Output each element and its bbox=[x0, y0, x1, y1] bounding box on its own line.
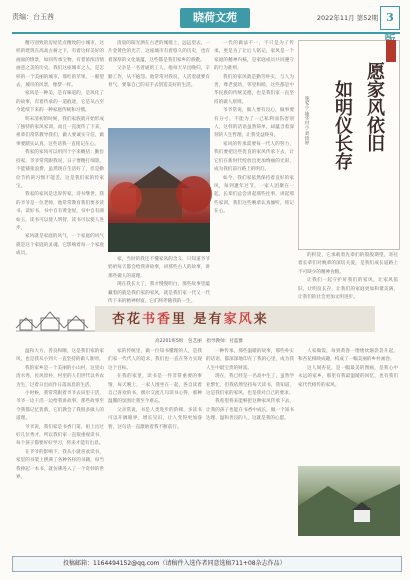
article2-col1 bbox=[16, 348, 104, 552]
red-seal-stamp bbox=[386, 40, 396, 62]
paragraph: 明末清初的时候，我们家族就开始形成了独特的家风家训，而且一直流传了下来，祖辈们常常教导我们，做人要诚实守信，做事要踏实认真，这些话我一直铭记在心。 bbox=[16, 116, 104, 147]
paragraph: 如今，我们家依然保持着良好的家风，每到逢年过节，一家人团聚在一起，长辈们总会讲起那些往事，讲起那些家训，我们这些晚辈认真倾听，铭记在心。 bbox=[214, 175, 294, 215]
article1-col2-lower bbox=[108, 256, 210, 305]
article2-col3 bbox=[206, 348, 294, 552]
paragraph: 爷爷常说，做人要有良心，做事要有分寸，不能为了一己私利而伤害别人，这样的话语虽然简单，却蕴含着深刻的人生哲理，让我受益终身。 bbox=[214, 108, 294, 139]
article1-author: 施家小 施华村小 刘倚婷 bbox=[304, 96, 309, 145]
paragraph: 清晨的阳光洒在古老的城墙上，远远望去，一片金黄色的光芒，这座城市有着悠久的历史，也有着深厚的文化底蕴，这些都是我们家乡的骄傲。 bbox=[108, 41, 210, 63]
article2-title bbox=[112, 308, 269, 327]
paragraph: 家的传统里，做一位知书懂理的人，是我们家一代代人的追求，我们也一直在努力实现这个目标。 bbox=[108, 349, 202, 371]
paragraph: 爷爷说，我们家是书香门第，祖上出过好几位秀才，所以我们家一直很重视读书，每个孩子都要好好学习，将来才能有出息。 bbox=[16, 424, 104, 447]
paragraph: 现在我长大了，我才慢慢明白，那些故事里蕴藏着的就是我们家的家风，就是我们家一代又一代传下来的精神财富，它们将伴随我的一生。 bbox=[108, 282, 210, 305]
paragraph: 现在，我已经是一名高中生了，虽然学业繁忙，但我依然坚持每天读书，我知道，这是我们家的家风，也是我对自己的要求。 bbox=[206, 374, 294, 397]
article2-col4 bbox=[298, 348, 398, 462]
paragraph: 我家的家风是忠厚传家，诗书继世。我的爷爷是一位老师，他常常教育我们要多读书，读好书，书中自有黄金屋，书中自有颜如玉，读书可以使人明智，读书可以使人进步。 bbox=[16, 192, 104, 231]
article1-col2 bbox=[108, 40, 210, 126]
article2-col2 bbox=[108, 348, 202, 552]
title-part: 里 是有 bbox=[172, 312, 224, 327]
paragraph: 家风是一种美，是有味道的，是风化了的故事，有着传承的一道痕迹，它是从古至今延续下来的一种家庭传统和习惯。 bbox=[16, 91, 104, 114]
paragraph: 我家的家风可以用四个字来概括：勤俭持家。爷爷常常跟我说，日子要精打细算，不能铺张浪费，虽然现在生活好了，但是勤俭节约的习惯不能丢，这是我们家的传家宝。 bbox=[16, 150, 104, 189]
paragraph: 在爷爷的影响下，我从小就喜欢读书，家里的书架上摆满了各种各样的书籍，每当我捧起一本书，就仿佛进入了一个奇妙的世界。 bbox=[16, 449, 104, 481]
paragraph: 我们的家风就是勤劳朴实，与人为善，尊老爱幼，邻里和睦，这些都是中华民族的传统美德，也是我们家一直坚持的做人原则。 bbox=[214, 74, 294, 105]
paragraph: 温和大方，善良和顺，这是我们家的家风，也是我从小到大一直坚持的做人准则。 bbox=[16, 349, 104, 363]
title-part: 来 bbox=[253, 312, 269, 327]
article2-byline: 高2201班5组 包艺丽 指导教师：付蓝雅 bbox=[155, 339, 244, 344]
paragraph: 家风就是家庭的风气，一个家庭的风气就是这个家庭的灵魂，它影响着每一个家庭成员。 bbox=[16, 234, 104, 257]
paragraph: 父亲是一名普通的工人，他每天早出晚归，辛勤工作，从不抱怨。他常常对我说，人活着就要有骨气，要靠自己的双手去创造美好的生活。 bbox=[108, 66, 210, 89]
paragraph: 一种传承，那些温暖的故事，那些朴实的话语，都深深地印在了我的心里，成为我人生中最宝贵的财富。 bbox=[206, 349, 294, 371]
title-part: 杏花 bbox=[112, 312, 143, 327]
paragraph: 一代的做法不一，不只是为了传承，更是为了让后人铭记，家风是一个家庭的精神内核，是家庭成员共同遵守的行为准则。 bbox=[214, 41, 294, 72]
title-highlight: 家风 bbox=[223, 312, 254, 327]
paragraph: 父亲常说，书是人类进步的阶梯，多读书可以开阔眼界，增长见识，让人变得更加睿智，这句话一直激励着我不断前行。 bbox=[108, 407, 202, 430]
village-landscape-photo bbox=[298, 466, 400, 536]
paragraph: 家，当时的我还不懂家风的含义，只知道爷爷奶奶每天都会给我讲故事，讲那些古人的故事，讲那些做人的道理。 bbox=[108, 257, 210, 279]
red-maple-ancient-building-photo bbox=[108, 128, 210, 252]
paragraph: 让我们一起守护好我们的家风，让家风依旧，让明仪长存，让我们的家庭更加和谐美满，让我们的社会更加文明进步。 bbox=[298, 278, 398, 301]
submission-email-text: 投稿邮箱：1164494152@qq.com（请稿件入选作者同意选稿711+08杂志作品） bbox=[63, 560, 286, 567]
issue-date: 2022年11月 第52期 bbox=[316, 14, 378, 22]
article1-col3 bbox=[214, 40, 294, 298]
paragraph: 我希望将来能够把这种家风传承下去，让我的孩子也能在书香中成长，做一个知书达理、温和善良的人，这就是我的心愿。 bbox=[206, 399, 294, 422]
paragraph: 我的家乡是一个美丽的小山村，这里山清水秀，民风淳朴，村里的人们世代以务农为生，过着日出而作日落而息的生活。 bbox=[16, 365, 104, 388]
photo-illustration bbox=[108, 128, 210, 252]
article1-col1 bbox=[16, 40, 104, 298]
paragraph: 精巧别致的房屋装点精致的小城市，这样的建筑在高高古树之下，有着这样美好的画面的情景，如同传承宝物，有着浓浓诗情画意之美的历史。我们这座城市之人，是怎样的一个美丽的城市，那红的苹果，一眼望去，城市的风景，像梦一样。 bbox=[16, 41, 104, 89]
paragraph: 的积淀，它承载着先辈们的殷殷期望，寄托着长辈们对晚辈的深切关爱，是我们成长道路上不可缺少的精神食粮。 bbox=[298, 253, 398, 275]
article1-title-line2: 如明仪长存 bbox=[332, 80, 353, 170]
paragraph: 家风的传承需要每一代人的努力，我们要把这些优良的家风传承下去，让它们在新时代绽放出更加绚丽的光彩，成为我们前行路上的明灯。 bbox=[214, 141, 294, 173]
photo-illustration bbox=[298, 466, 400, 536]
paragraph: 人家做饭，每到黄昏一缕缕炊烟袅袅升起，和杏花相映成趣，构成了一幅美丽的乡村画卷。 bbox=[298, 349, 398, 363]
paragraph: 小时候，我常常跟着爷爷去田里干活，爷爷一边干活一边给我讲故事，那些故事至今我都记忆犹新，它们教会了我很多做人的道理。 bbox=[16, 391, 104, 422]
header-rule bbox=[12, 32, 400, 34]
paragraph: 这人间杏花，是一幅最美的图画，是我心中永远的家乡，那里有我最温暖的回忆，也有我们家代代相传的家风。 bbox=[298, 365, 398, 388]
editor-credit: 责编：台玉茜 bbox=[12, 13, 54, 21]
title-highlight: 书香 bbox=[142, 312, 173, 327]
page-number: 3 bbox=[380, 6, 400, 30]
article1-col4 bbox=[298, 252, 398, 301]
paragraph: 在我的家里，读书是一件非常重要的事情，每天晚上，一家人围坐在一起，各自读着自己喜欢的书，偶尔交流几句读书心得，那种温馨的氛围让我至今难忘。 bbox=[108, 374, 202, 405]
section-banner: 晓荷文苑 bbox=[180, 8, 250, 28]
article1-title-line1: 愿家风依旧 bbox=[364, 62, 385, 152]
submission-footer bbox=[12, 556, 402, 572]
